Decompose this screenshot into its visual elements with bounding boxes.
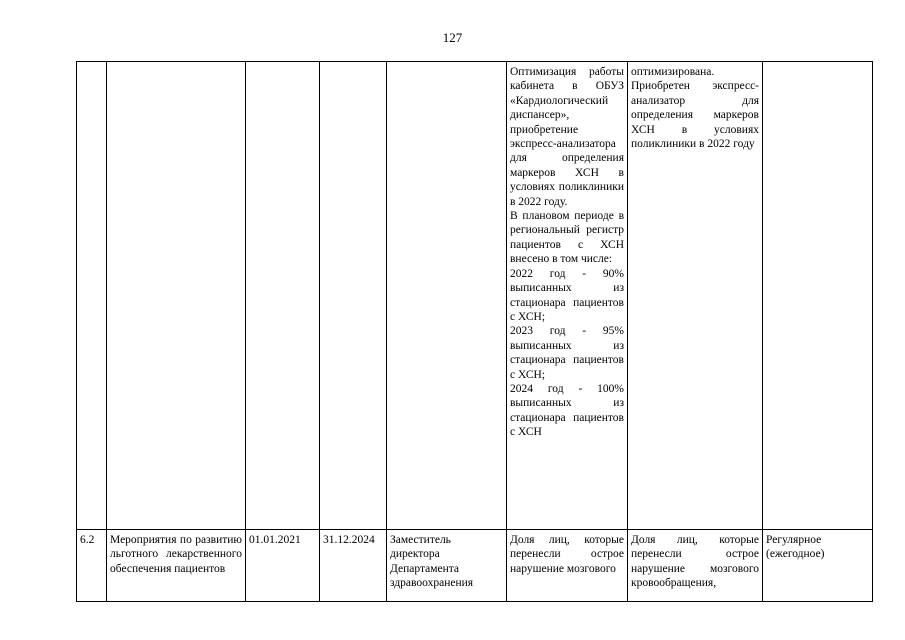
cell-result-text: оптимизирована. Приобретен экспресс-анализатор для определения маркеров ХСН в условиях поликлиники в 2022 году: [628, 62, 763, 530]
cell-end-date: 31.12.2024: [320, 530, 387, 602]
table-row-6-2: [77, 530, 873, 602]
cell-responsible: [387, 62, 507, 530]
cell-frequency: [763, 62, 873, 530]
cell-number: [77, 62, 107, 530]
cell-frequency: Регулярное (ежегодное): [763, 530, 873, 602]
cell-result: Доля лиц, которые перенесли острое нарушение мозгового кровообращения,: [628, 530, 763, 602]
cell-responsible: Заместитель директора Департамента здравоохранения: [387, 530, 507, 602]
cell-end-date: [320, 62, 387, 530]
table-row-continued: [77, 62, 873, 530]
cell-indicator: Доля лиц, которые перенесли острое нарушение мозгового: [507, 530, 628, 602]
cell-start-date: [246, 62, 320, 530]
cell-number: 6.2: [77, 530, 107, 602]
page-number: 127: [442, 30, 463, 45]
plan-table: [76, 61, 873, 602]
cell-indicator-text: Оптимизация работы кабинета в ОБУЗ «Кардиологический диспансер», приобретение экспресс-анализатора для определения маркеров ХСН в условиях поликлиники в 2022 году. В плановом периоде в региональный регистр пациентов с ХСН внесено в том числе: 2022 год - 90% выписанных из стационара пациентов с ХСН; 2023 год - 95% выписанных из стационара пациентов с ХСН; 2024 год - 100% выписанных из стационара пациентов с ХСН: [507, 62, 628, 530]
cell-activity: [107, 62, 246, 530]
cell-activity: Мероприятия по развитию льготного лекарственного обеспечения пациентов: [107, 530, 246, 602]
cell-start-date: 01.01.2021: [246, 530, 320, 602]
